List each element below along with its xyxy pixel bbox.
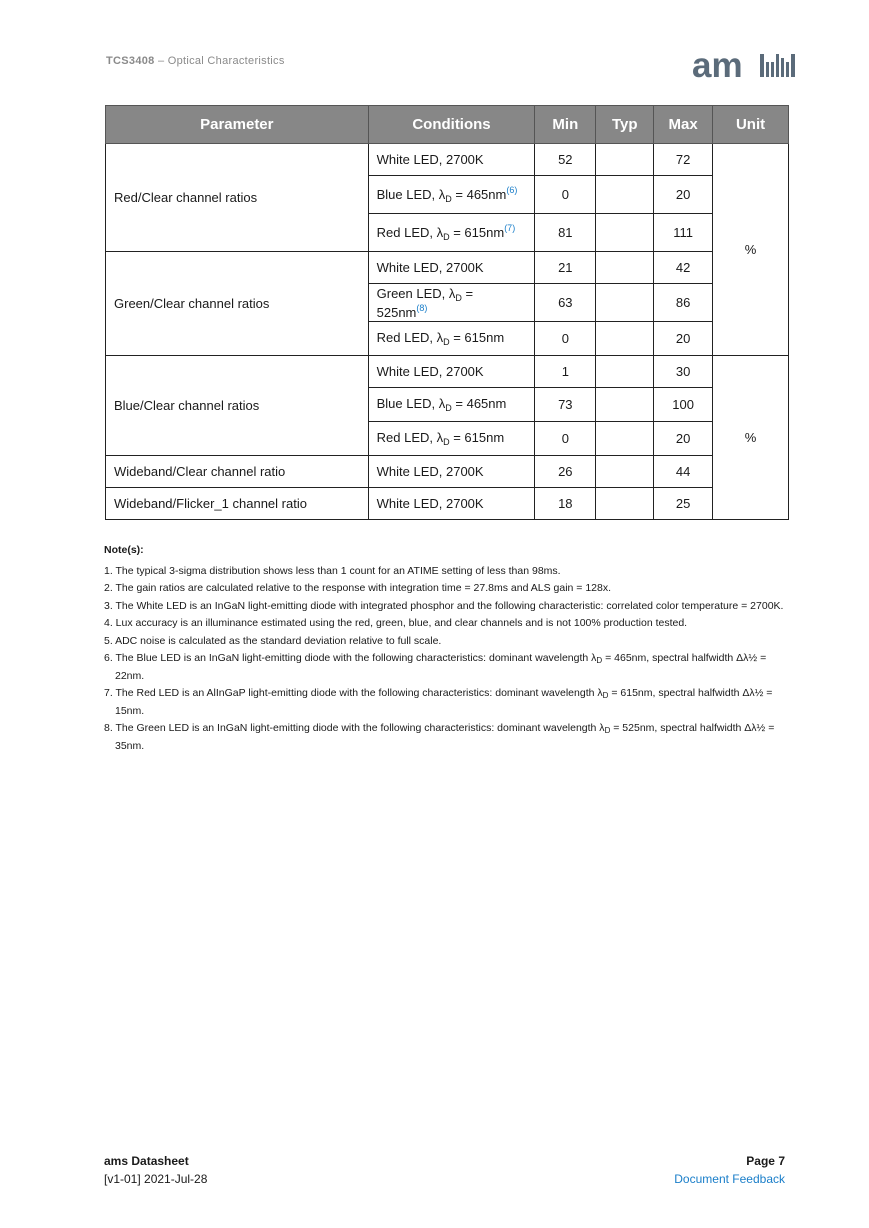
condition-text: Green LED, λ	[376, 285, 456, 301]
typ-cell	[596, 284, 654, 322]
document-feedback-link[interactable]: Document Feedback	[674, 1172, 785, 1186]
condition-subscript: D	[455, 292, 462, 303]
doc-version: [v1-01] 2021-Jul-28	[104, 1172, 208, 1186]
note-reference-link[interactable]: (7)	[504, 223, 516, 233]
note-text: 7. The Red LED is an AlInGaP light-emitting diode with the following characteristics: dominant wavelength λ	[104, 687, 603, 699]
min-cell: 26	[535, 456, 596, 488]
condition-wavelength: = 525nm	[376, 285, 474, 320]
condition-wavelength: = 615nm	[449, 430, 505, 445]
note-subscript: D	[596, 656, 603, 665]
col-header-min: Min	[535, 106, 596, 144]
parameter-cell: Blue/Clear channel ratios	[106, 356, 369, 456]
table-row	[106, 144, 789, 176]
max-cell: 72	[654, 144, 713, 176]
max-cell: 20	[654, 422, 713, 456]
header-dash: –	[157, 55, 165, 67]
parameter-cell: Green/Clear channel ratios	[106, 252, 369, 356]
note-item: 5. ADC noise is calculated as the standard deviation relative to full scale.	[104, 634, 442, 647]
typ-cell	[596, 322, 654, 356]
condition-subscript: D	[443, 232, 450, 242]
condition-cell: White LED, 2700K	[368, 356, 535, 388]
max-cell: 20	[654, 176, 713, 214]
note-subscript: D	[602, 691, 609, 700]
condition-text: Blue LED, λ	[376, 187, 446, 202]
condition-subscript: D	[443, 437, 450, 447]
note-item	[104, 721, 794, 754]
parameter-cell: Wideband/Clear channel ratio	[106, 456, 369, 488]
note-item	[104, 651, 794, 684]
condition-cell: White LED, 2700K	[368, 456, 535, 488]
col-header-parameter: Parameter	[106, 106, 369, 144]
note-item: 2. The gain ratios are calculated relative to the response with integration time = 27.8ms and ALS gain = 128x.	[104, 582, 612, 594]
typ-cell	[596, 488, 654, 520]
footer-left	[104, 1152, 207, 1188]
condition-cell	[368, 388, 535, 422]
min-cell: 0	[535, 176, 596, 214]
max-cell: 100	[654, 388, 713, 422]
min-cell: 0	[535, 322, 596, 356]
condition-cell	[368, 322, 535, 356]
typ-cell	[596, 456, 654, 488]
footer-right	[674, 1152, 785, 1188]
table-header-row	[106, 106, 789, 144]
max-cell: 30	[654, 356, 713, 388]
doc-type: ams Datasheet	[104, 1154, 189, 1168]
part-number: TCS3408	[106, 55, 155, 67]
typ-cell	[596, 356, 654, 388]
min-cell: 73	[535, 388, 596, 422]
condition-subscript: D	[445, 194, 452, 204]
min-cell: 18	[535, 488, 596, 520]
parameter-cell: Wideband/Flicker_1 channel ratio	[106, 488, 369, 520]
condition-cell: White LED, 2700K	[368, 488, 535, 520]
condition-cell	[368, 214, 535, 252]
min-cell: 1	[535, 356, 596, 388]
condition-cell	[368, 176, 535, 214]
note-item: 1. The typical 3-sigma distribution shows less than 1 count for an ATIME setting of less than 98ms.	[104, 564, 561, 577]
max-cell: 44	[654, 456, 713, 488]
note-reference-link[interactable]: (8)	[416, 302, 428, 313]
max-cell: 20	[654, 322, 713, 356]
condition-cell: White LED, 2700K	[368, 252, 535, 284]
table-row	[106, 252, 789, 284]
logo-text: am	[692, 50, 743, 80]
max-cell: 111	[654, 214, 713, 252]
table-row	[106, 488, 789, 520]
condition-wavelength: = 615nm	[449, 330, 505, 345]
note-reference-link[interactable]: (6)	[506, 185, 518, 195]
typ-cell	[596, 144, 654, 176]
table-row	[106, 356, 789, 388]
col-header-unit: Unit	[713, 106, 789, 144]
min-cell: 21	[535, 252, 596, 284]
min-cell: 63	[535, 284, 596, 322]
max-cell: 86	[654, 284, 713, 322]
note-text: 8. The Green LED is an InGaN light-emitting diode with the following characteristics: dominant wavelength λ	[104, 722, 605, 734]
section-title: Optical Characteristics	[167, 55, 285, 67]
condition-wavelength: = 615nm	[449, 225, 505, 240]
notes-section	[104, 543, 794, 756]
col-header-typ: Typ	[596, 106, 654, 144]
condition-subscript: D	[445, 403, 452, 413]
condition-text: Red LED, λ	[376, 430, 444, 445]
max-cell: 42	[654, 252, 713, 284]
note-item: 4. Lux accuracy is an illuminance estimated using the red, green, blue, and clear channels and is not 100% production tested.	[104, 617, 688, 629]
condition-text: Red LED, λ	[376, 225, 444, 240]
note-text: = 525nm, spectral halfwidth Δλ½ = 35nm.	[115, 722, 775, 752]
notes-title: Note(s):	[104, 544, 144, 556]
typ-cell	[596, 388, 654, 422]
logo-bars-icon	[760, 54, 795, 77]
notes-list	[104, 564, 794, 755]
running-header	[106, 55, 285, 67]
condition-wavelength: = 465nm	[451, 396, 507, 411]
col-header-max: Max	[654, 106, 713, 144]
page-number: Page 7	[746, 1154, 785, 1168]
unit-cell: %	[713, 144, 789, 356]
note-text: = 465nm, spectral halfwidth Δλ½ = 22nm.	[115, 652, 767, 682]
table-row	[106, 456, 789, 488]
condition-wavelength: = 465nm	[451, 187, 507, 202]
condition-text: Red LED, λ	[376, 330, 444, 345]
note-item: 3. The White LED is an InGaN light-emitting diode with integrated phosphor and the following characteristic: correlated color temperature = 2700K.	[104, 599, 784, 612]
condition-cell	[368, 422, 535, 456]
note-subscript: D	[604, 726, 611, 735]
condition-cell	[368, 284, 535, 322]
condition-cell: White LED, 2700K	[368, 144, 535, 176]
ams-logo	[692, 50, 796, 80]
optical-characteristics-table	[105, 105, 789, 520]
note-text: = 615nm, spectral halfwidth Δλ½ = 15nm.	[115, 687, 773, 717]
note-text: 6. The Blue LED is an InGaN light-emitting diode with the following characteristics: dominant wavelength λ	[104, 652, 597, 664]
typ-cell	[596, 214, 654, 252]
typ-cell	[596, 422, 654, 456]
min-cell: 81	[535, 214, 596, 252]
parameter-cell: Red/Clear channel ratios	[106, 144, 369, 252]
unit-cell: %	[713, 356, 789, 520]
max-cell: 25	[654, 488, 713, 520]
min-cell: 52	[535, 144, 596, 176]
condition-text: Blue LED, λ	[376, 396, 446, 411]
condition-subscript: D	[443, 337, 450, 347]
typ-cell	[596, 252, 654, 284]
col-header-conditions: Conditions	[368, 106, 535, 144]
typ-cell	[596, 176, 654, 214]
note-item	[104, 686, 794, 719]
min-cell: 0	[535, 422, 596, 456]
